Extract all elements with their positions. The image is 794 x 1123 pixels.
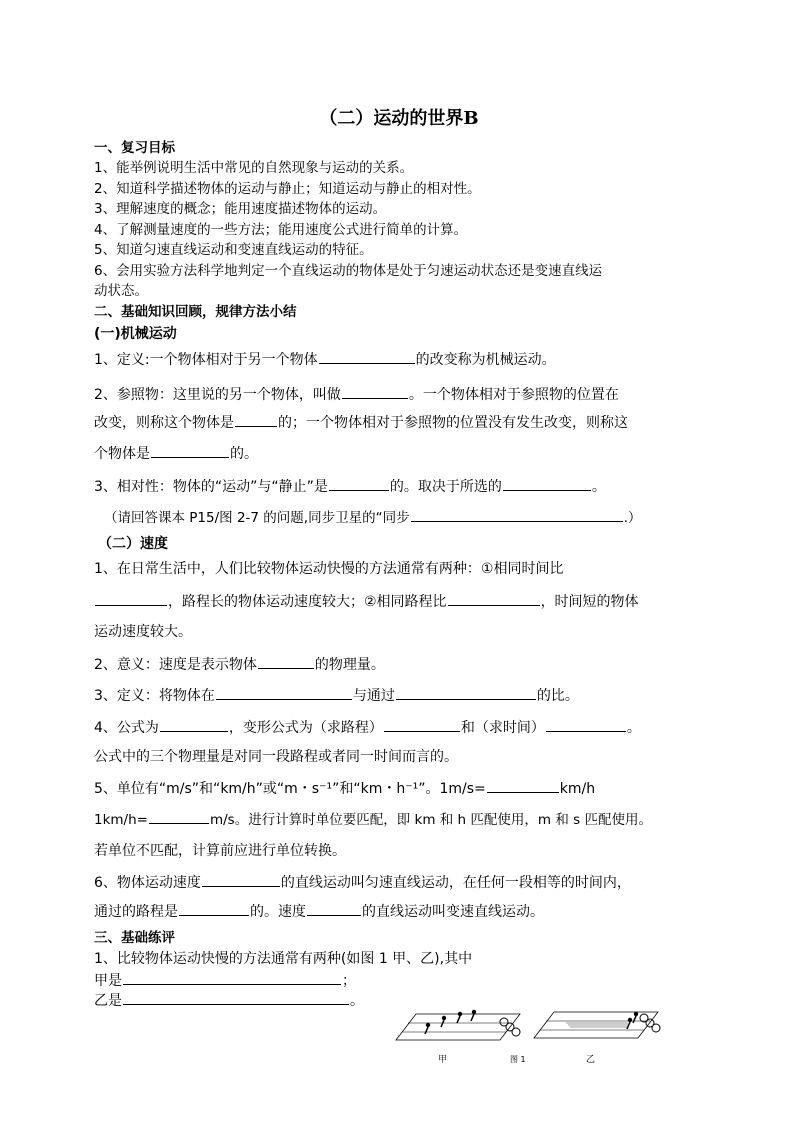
question-line: 3、相对性：物体的“运动”与“静止”是 的。取决于所选的 。 xyxy=(94,470,606,505)
exercise-line: 乙是 。 xyxy=(94,990,364,1012)
answer-blank[interactable] xyxy=(319,349,415,364)
section-heading-1: 一、复习目标 xyxy=(94,140,175,156)
answer-blank[interactable] xyxy=(396,685,536,700)
figure-label-yi: 乙 xyxy=(586,1055,596,1065)
answer-blank[interactable] xyxy=(95,591,167,606)
question-line: 1、定义:一个物体相对于另一个物体 的改变称为机械运动。 xyxy=(94,343,556,378)
running-track-figure xyxy=(392,1006,672,1066)
answer-blank[interactable] xyxy=(216,685,352,700)
objective-item: 3、理解速度的概念；能用速度描述物体的运动。 xyxy=(94,201,387,217)
page-title: （二）运动的世界B xyxy=(319,108,479,129)
answer-blank[interactable] xyxy=(307,901,361,916)
subsection-heading-mechanical-motion: (一)机械运动 xyxy=(94,326,177,342)
answer-blank[interactable] xyxy=(342,384,408,399)
answer-blank[interactable] xyxy=(487,778,559,793)
answer-blank[interactable] xyxy=(258,654,314,669)
question-line: 公式中的三个物理量是对同一段路程或者同一时间而言的。 xyxy=(94,749,458,765)
answer-blank[interactable] xyxy=(149,809,209,824)
question-line: 5、单位有“m/s”和“km/h”或“m・s⁻¹”和“km・h⁻¹”。1m/s= km/h xyxy=(94,772,595,807)
figure-label-jia: 甲 xyxy=(438,1055,448,1065)
answer-blank[interactable] xyxy=(151,443,229,458)
objective-item: 4、了解测量速度的一些方法；能用速度公式进行简单的计算。 xyxy=(94,222,468,238)
question-line: 6、物体运动速度 的直线运动叫匀速直线运动，在任何一段相等的时间内， xyxy=(94,866,631,901)
answer-blank[interactable] xyxy=(329,476,389,491)
section-heading-2: 二、基础知识回顾，规律方法小结 xyxy=(94,304,297,320)
answer-blank[interactable] xyxy=(160,717,228,732)
objective-item: 1、能举例说明生活中常见的自然现象与运动的关系。 xyxy=(94,160,414,176)
question-line: 改变，则称这个物体是 的；一个物体相对于参照物的位置没有发生改变，则称这 xyxy=(94,406,628,441)
question-line: 通过的路程是 的。速度 的直线运动叫变速直线运动。 xyxy=(94,895,544,930)
answer-blank[interactable] xyxy=(179,901,249,916)
exercise-question: 1、比较物体运动快慢的方法通常有两种(如图 1 甲、乙),其中 xyxy=(94,951,473,967)
answer-blank[interactable] xyxy=(235,412,277,427)
question-line: 2、参照物：这里说的另一个物体，叫做 。一个物体相对于参照物的位置在 xyxy=(94,378,619,413)
question-line: （请回答课本 P15/图 2-7 的问题,同步卫星的“同步 .） xyxy=(104,501,641,536)
question-line: 1、在日常生活中，人们比较物体运动快慢的方法通常有两种：①相同时间比 xyxy=(94,561,564,577)
question-line: 2、意义：速度是表示物体 的物理量。 xyxy=(94,648,385,683)
track-diagram-yi xyxy=(534,1012,660,1038)
question-line: 4、公式为 ，变形公式为（求路程） 和（求时间） 。 xyxy=(94,711,641,746)
question-line: ，路程长的物体运动速度较大；②相同路程比 ，时间短的物体 xyxy=(94,585,639,620)
answer-blank[interactable] xyxy=(503,476,591,491)
figure-caption: 图 1 xyxy=(510,1055,526,1064)
objective-item: 动状态。 xyxy=(94,283,148,299)
subsection-heading-speed: （二）速度 xyxy=(98,536,168,552)
answer-blank[interactable] xyxy=(384,717,460,732)
answer-blank[interactable] xyxy=(546,717,626,732)
exercise-line: 甲是 ； xyxy=(94,970,356,992)
objective-item: 6、会用实验方法科学地判定一个直线运动的物体是处于匀速运动状态还是变速直线运 xyxy=(94,263,603,279)
question-line: 个物体是 的。 xyxy=(94,437,258,472)
answer-blank[interactable] xyxy=(123,990,349,1005)
track-diagram-jia xyxy=(396,1010,520,1040)
objective-item: 5、知道匀速直线运动和变速直线运动的特征。 xyxy=(94,242,373,258)
answer-blank[interactable] xyxy=(411,507,623,522)
answer-blank[interactable] xyxy=(123,970,341,985)
question-line: 3、定义：将物体在 与通过 的比。 xyxy=(94,679,579,714)
objective-item: 2、知道科学描述物体的运动与静止；知道运动与静止的相对性。 xyxy=(94,181,481,197)
question-line: 运动速度较大。 xyxy=(94,624,192,640)
question-line: 若单位不匹配，计算前应进行单位转换。 xyxy=(94,843,346,859)
question-line: 1km/h= m/s。进行计算时单位要匹配，即 km 和 h 匹配使用，m 和 s 匹配使用。 xyxy=(94,803,652,838)
answer-blank[interactable] xyxy=(202,872,280,887)
section-heading-3: 三、基础练评 xyxy=(94,930,175,946)
answer-blank[interactable] xyxy=(448,591,540,606)
